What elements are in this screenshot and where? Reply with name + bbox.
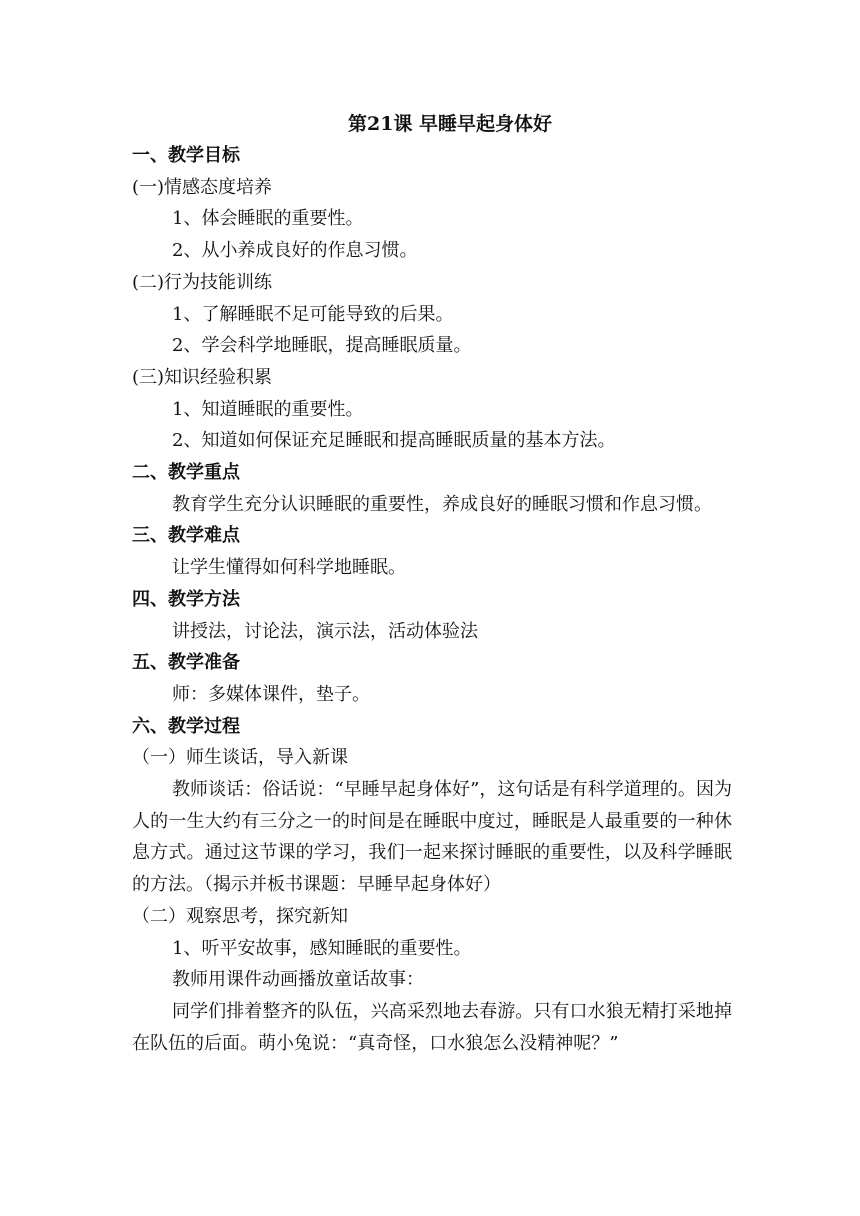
heading-teaching-goals: 一、教学目标	[132, 145, 240, 166]
preparation-text: 师：多媒体课件，垫子。	[172, 683, 370, 705]
goal-item: 2、学会科学地睡眠，提高睡眠质量。	[172, 335, 472, 357]
goal-item: 1、体会睡眠的重要性。	[172, 208, 364, 230]
heading-key-points: 二、教学重点	[132, 462, 240, 484]
document-page	[132, 108, 732, 1059]
methods-text: 讲授法，讨论法，演示法，活动体验法	[172, 620, 478, 642]
lesson-title: 第21课 早睡早起身体好	[347, 113, 553, 135]
process-part2-heading: （二）观察思考，探究新知	[132, 905, 348, 927]
subheading-skills: (二)行为技能训练	[132, 271, 273, 293]
subheading-knowledge: (三)知识经验积累	[132, 366, 273, 388]
heading-process: 六、教学过程	[132, 715, 240, 737]
process-part2-text: 教师用课件动画播放童话故事：	[172, 969, 424, 991]
heading-difficulty: 三、教学难点	[132, 525, 240, 547]
process-part1-heading: （一）师生谈话，导入新课	[132, 747, 348, 769]
goal-item: 1、了解睡眠不足可能导致的后果。	[172, 303, 454, 325]
difficulty-text: 让学生懂得如何科学地睡眠。	[172, 557, 406, 579]
key-points-text: 教育学生充分认识睡眠的重要性，养成良好的睡眠习惯和作息习惯。	[172, 493, 712, 515]
heading-methods: 四、教学方法	[132, 588, 240, 610]
subheading-emotion: (一)情感态度培养	[132, 176, 273, 198]
story-text: 同学们排着整齐的队伍，兴高采烈地去春游。只有口水狼无精打采地掉在队伍的后面。萌小兔说：“真奇怪，口水狼怎么没精神呢？”	[132, 1000, 732, 1054]
goal-item: 1、知道睡眠的重要性。	[172, 398, 364, 420]
process-part1-text: 教师谈话：俗话说：“早睡早起身体好”，这句话是有科学道理的。因为人的一生大约有三分之一的时间是在睡眠中度过，睡眠是人最重要的一种休息方式。通过这节课的学习，我们一起来探讨睡眠的重要性，以及科学睡眠的方法。（揭示并板书课题：早睡早起身体好）	[132, 779, 732, 896]
goal-item: 2、知道如何保证充足睡眠和提高睡眠质量的基本方法。	[172, 430, 616, 452]
heading-preparation: 五、教学准备	[132, 652, 240, 674]
process-part2-item: 1、听平安故事，感知睡眠的重要性。	[172, 937, 472, 959]
goal-item: 2、从小养成良好的作息习惯。	[172, 240, 418, 262]
